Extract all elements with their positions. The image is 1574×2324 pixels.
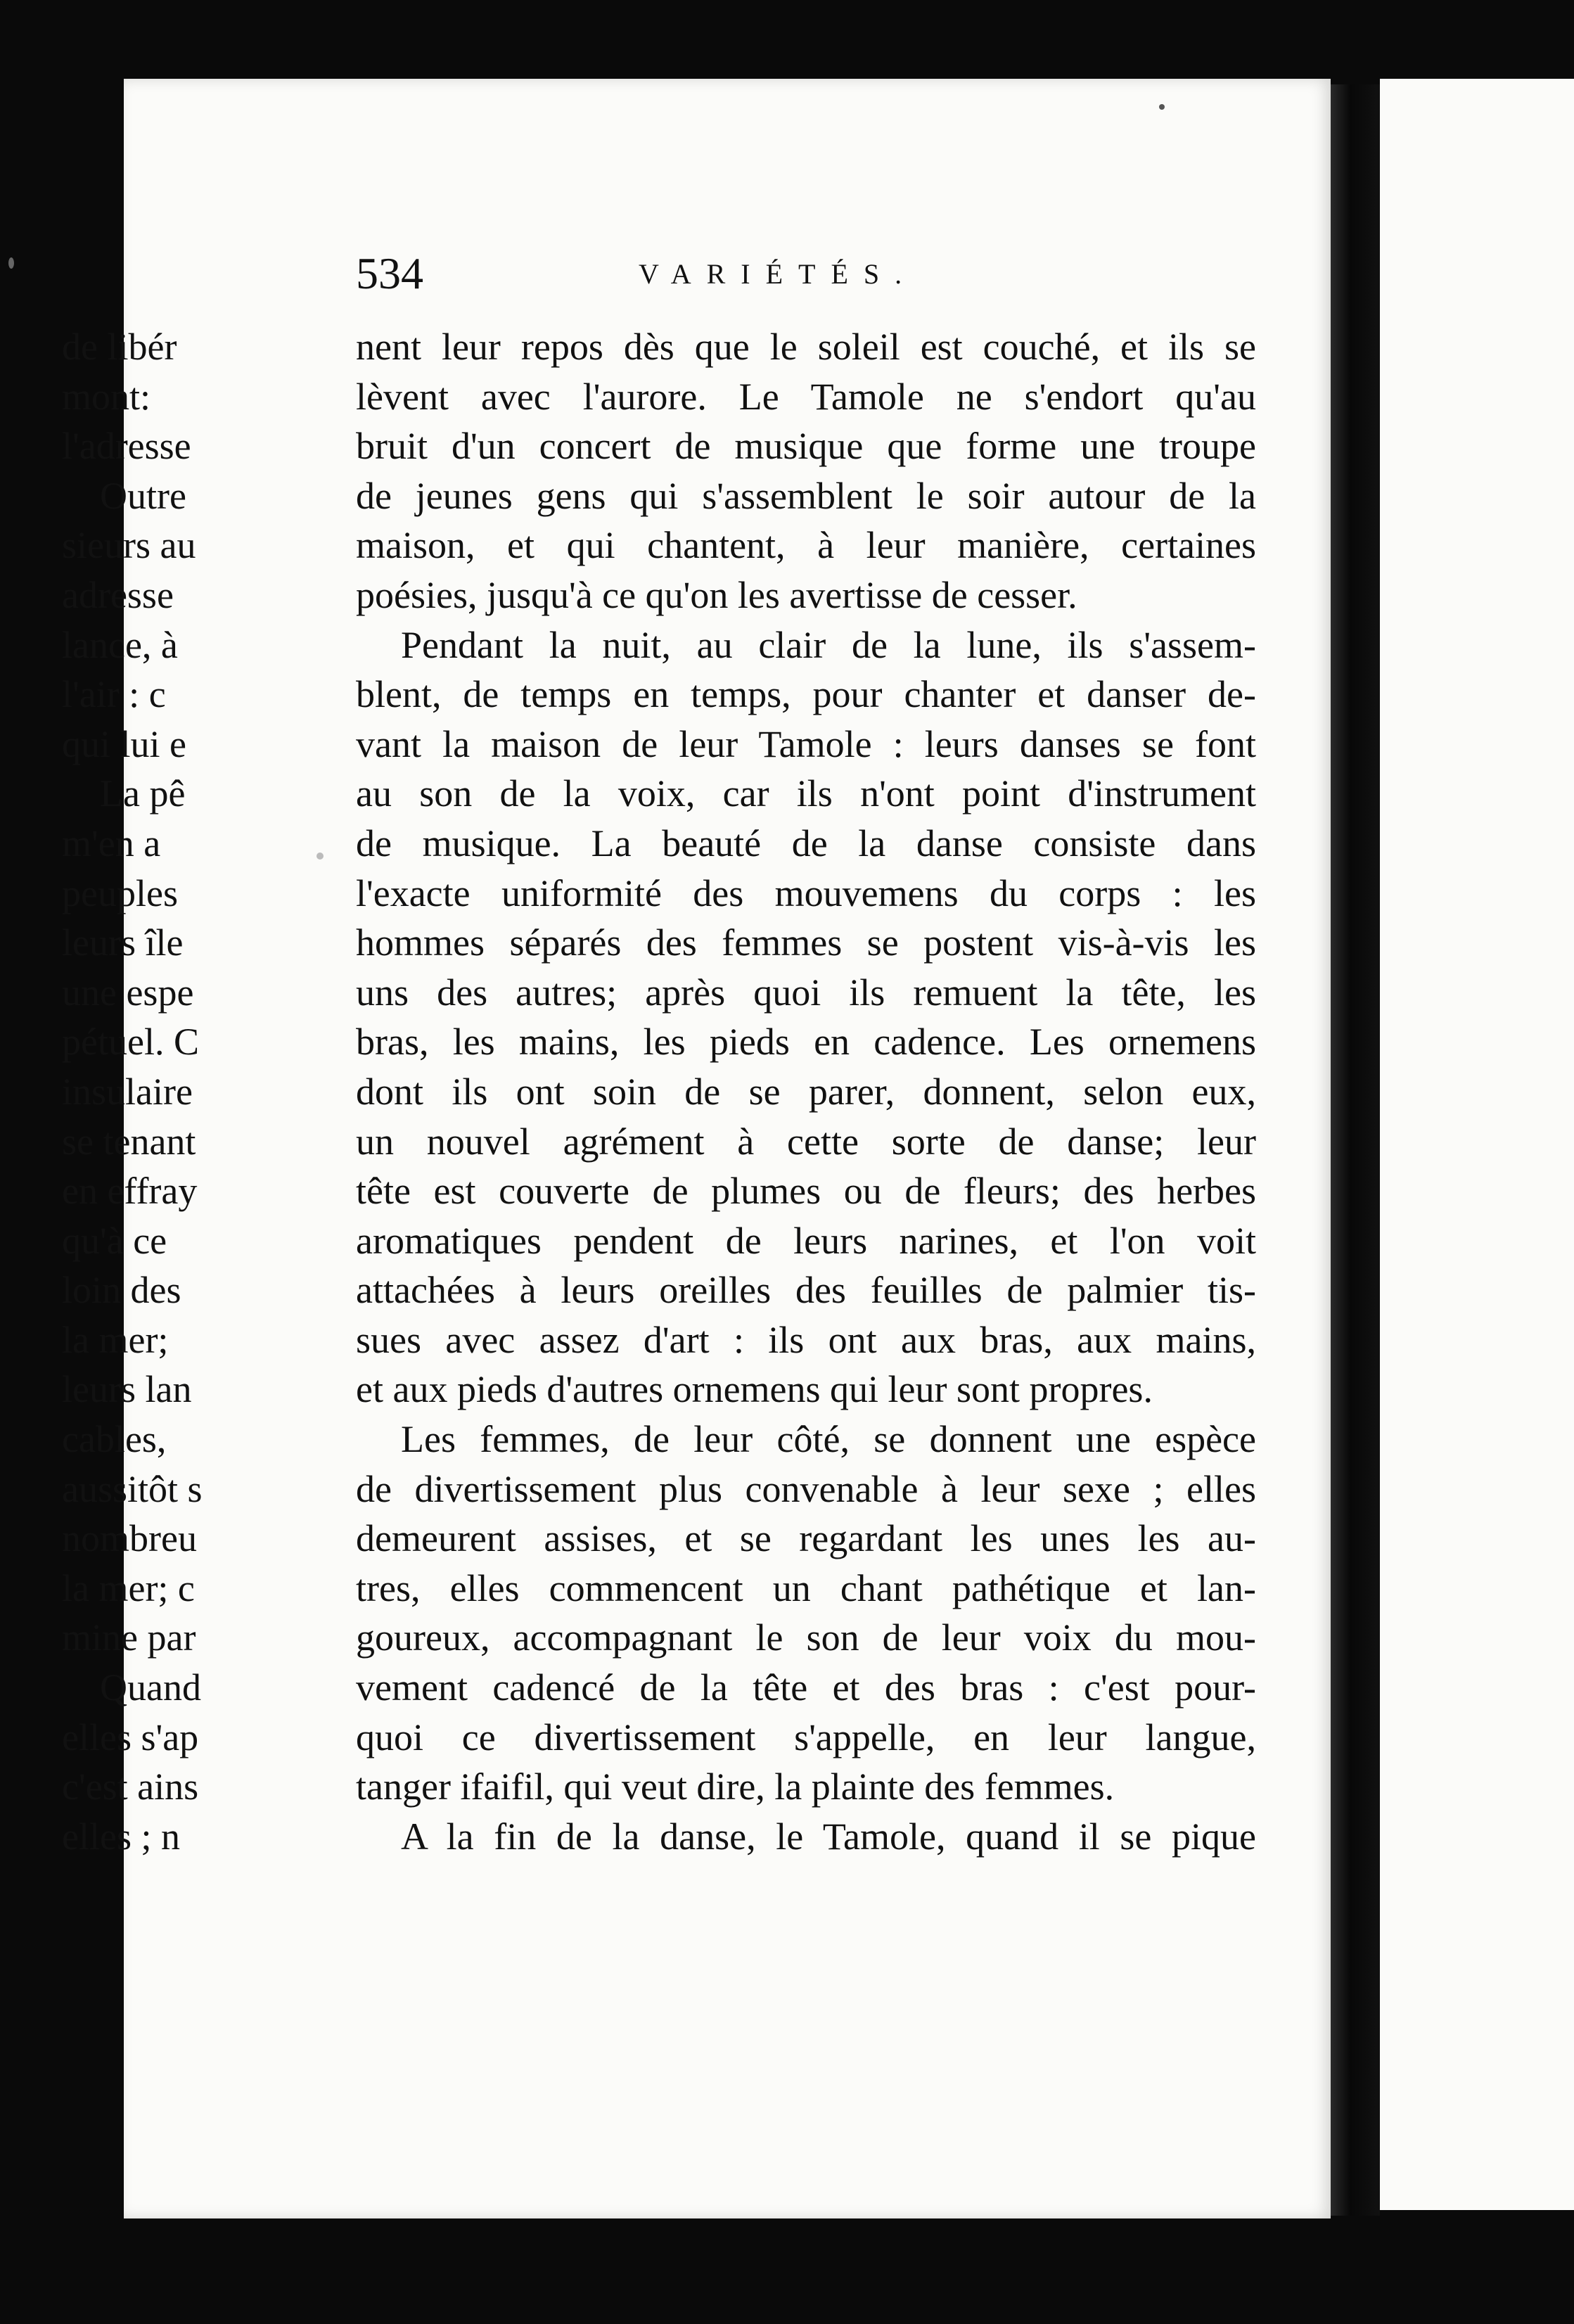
text-line: loin des (62, 1269, 181, 1312)
left-page-text (356, 322, 1256, 1861)
text-line: lance, à (62, 623, 178, 666)
text-line: adresse (62, 573, 174, 616)
text-line: m'en a (62, 822, 161, 864)
text-line: la mer; c (62, 1566, 195, 1609)
text-line: bruit d'un concert de musique que forme une troupe (356, 425, 1256, 468)
text-line: l'air : c (62, 673, 166, 716)
text-line: goureux, accompagnant le son de leur voix du mou- (356, 1616, 1256, 1659)
page-header (356, 248, 1256, 297)
text-line: cables, (62, 1418, 167, 1461)
text-line: l'exacte uniformité des mouvemens du corps : les (356, 872, 1256, 914)
text-line: leurs île (62, 921, 184, 964)
text-line: de jeunes gens qui s'assemblent le soir autour de la (356, 474, 1256, 517)
text-line: Quand (100, 1666, 201, 1709)
text-line: maison, et qui chantent, à leur manière, certaines (356, 524, 1256, 567)
right-page (1380, 79, 1574, 2210)
text-line: quoi ce divertissement s'appelle, en leur langue, (356, 1716, 1256, 1758)
text-line: sues avec assez d'art : ils ont aux bras, aux mains, (356, 1318, 1256, 1361)
text-line: une espe (62, 971, 194, 1014)
text-line: Pendant la nuit, au clair de la lune, ils s'assem- (401, 623, 1256, 666)
book-gutter (1331, 84, 1380, 2216)
text-line: demeurent assises, et se regardant les unes les au- (356, 1517, 1256, 1560)
scan-speck (8, 257, 14, 269)
text-line: aussitôt s (62, 1467, 203, 1510)
page-number: 534 (356, 248, 423, 298)
text-line: au son de la voix, car ils n'ont point d'instrument (356, 772, 1256, 815)
text-line: et aux pieds d'autres ornemens qui leur sont propres. (356, 1368, 1153, 1411)
text-line: sieurs au (62, 524, 196, 567)
text-line: leurs lan (62, 1368, 192, 1411)
text-line: l'adresse (62, 425, 191, 468)
text-line: dont ils ont soin de se parer, donnent, selon eux, (356, 1070, 1256, 1113)
text-line: peuples (62, 872, 178, 914)
text-line: uns des autres; après quoi ils remuent la tête, les (356, 971, 1256, 1014)
text-line: qui lui e (62, 722, 186, 765)
text-line: Les femmes, de leur côté, se donnent une espèce (401, 1418, 1256, 1461)
text-line: La pê (100, 772, 186, 815)
text-line: mine par (62, 1616, 196, 1659)
text-line: vement cadencé de la tête et des bras : c'est pour- (356, 1666, 1256, 1709)
text-line: lèvent avec l'aurore. Le Tamole ne s'endort qu'au (356, 375, 1256, 418)
scan-speck (316, 853, 324, 860)
text-line: se tenant (62, 1120, 196, 1163)
text-line: bras, les mains, les pieds en cadence. Les ornemens (356, 1021, 1256, 1064)
text-line: pétuel. C (62, 1021, 199, 1064)
text-line: la mer; (62, 1318, 169, 1361)
text-line: hommes séparés des femmes se postent vis-à-vis les (356, 921, 1256, 964)
text-line: vant la maison de leur Tamole : leurs danses se font (356, 722, 1256, 765)
running-head: VARIÉTÉS. (639, 258, 918, 290)
text-line: c'est ains (62, 1766, 199, 1808)
text-line: attachées à leurs oreilles des feuilles de palmier tis- (356, 1269, 1256, 1312)
text-line: un nouvel agrément à cette sorte de danse; leur (356, 1120, 1256, 1163)
text-line: mont: (62, 375, 151, 418)
text-line: blent, de temps en temps, pour chanter et danser de- (356, 673, 1256, 716)
text-line: insulaire (62, 1070, 193, 1113)
text-line: elles s'ap (62, 1716, 199, 1758)
scan-speck (1159, 104, 1165, 110)
text-line: elles ; n (62, 1815, 180, 1858)
text-line: de musique. La beauté de la danse consiste dans (356, 822, 1256, 864)
text-line: de libér (62, 326, 177, 368)
text-line: aromatiques pendent de leurs narines, et l'on voit (356, 1219, 1256, 1262)
text-line: de divertissement plus convenable à leur sexe ; elles (356, 1467, 1256, 1510)
text-line: qu'à ce (62, 1219, 167, 1262)
text-line: tanger ifaifil, qui veut dire, la plainte des femmes. (356, 1766, 1115, 1808)
text-line: tête est couverte de plumes ou de fleurs; des herbes (356, 1170, 1256, 1213)
text-line: nent leur repos dès que le soleil est couché, et ils se (356, 326, 1256, 368)
right-page-text (62, 322, 203, 1861)
text-line: tres, elles commencent un chant pathétique et lan- (356, 1566, 1256, 1609)
text-line: Outre (100, 474, 186, 517)
text-line: nombreu (62, 1517, 197, 1560)
text-line: poésies, jusqu'à ce qu'on les avertisse de cesser. (356, 573, 1077, 616)
text-line: en effray (62, 1170, 198, 1213)
text-line: A la fin de la danse, le Tamole, quand il se pique (401, 1815, 1256, 1858)
